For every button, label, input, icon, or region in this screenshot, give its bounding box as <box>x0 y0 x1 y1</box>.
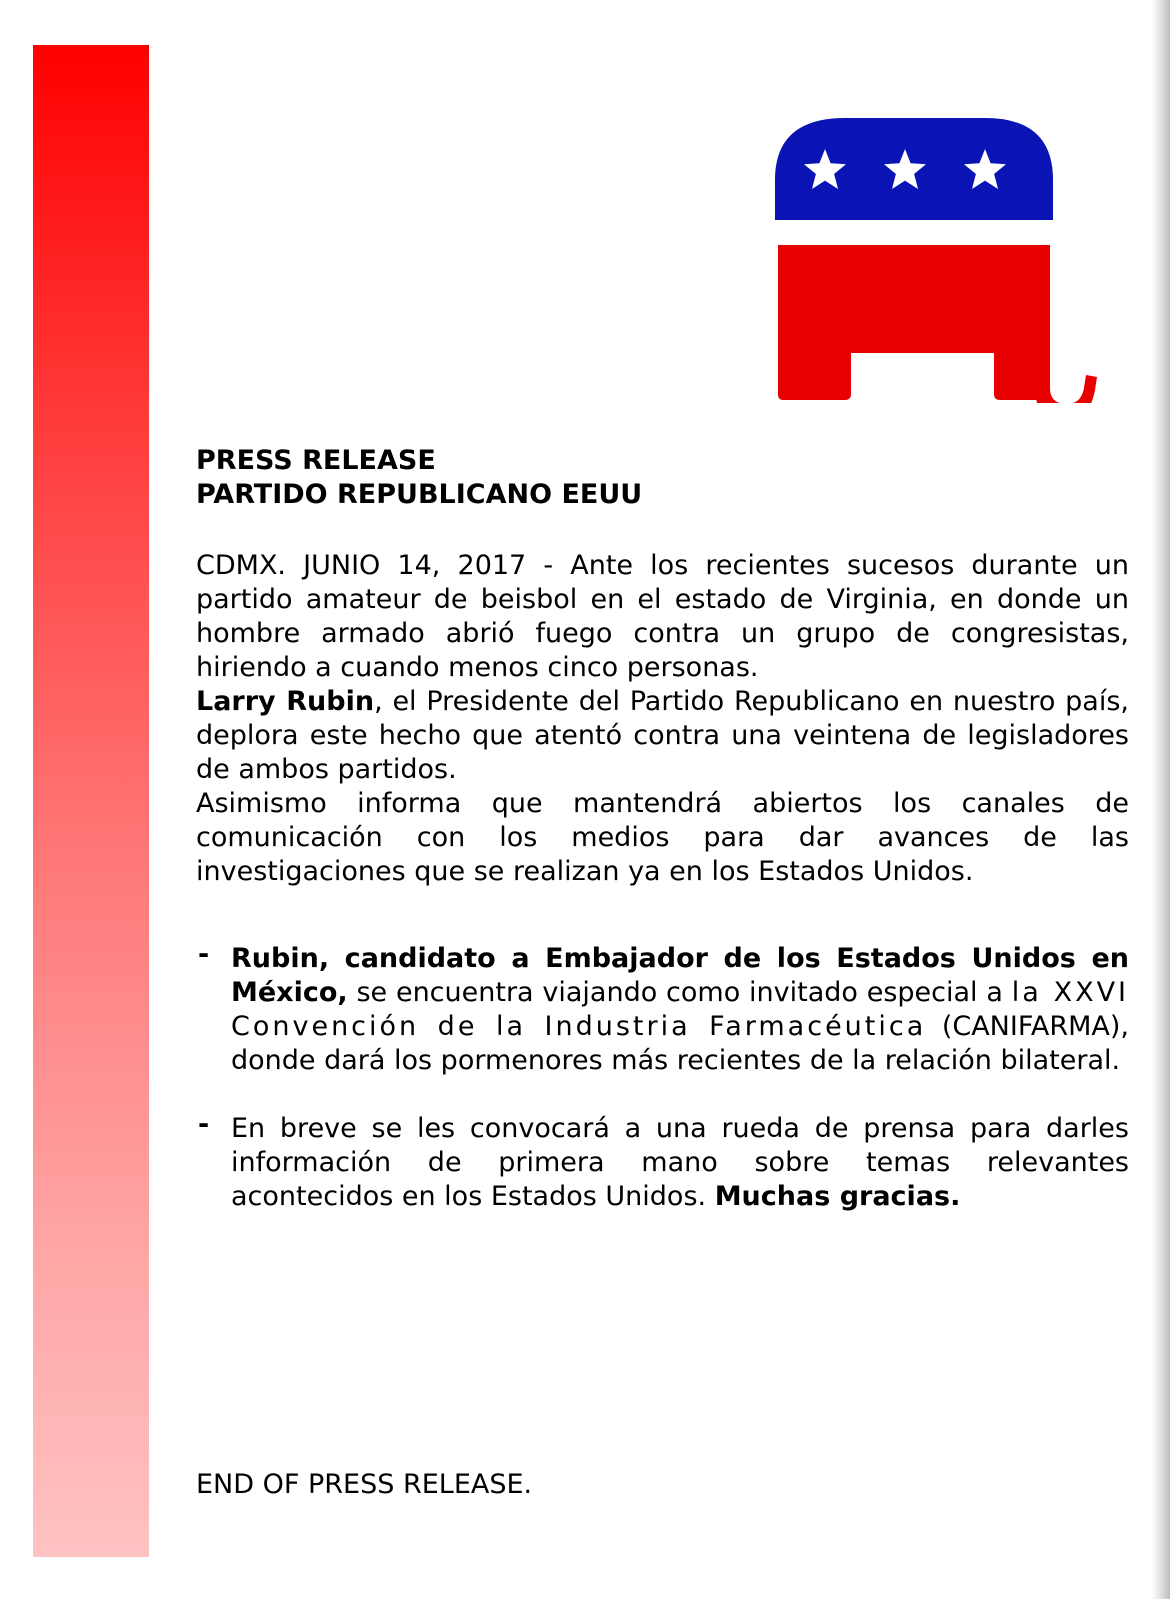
press-release-header <box>196 444 1126 512</box>
dash-bullet-icon: - <box>198 939 210 970</box>
page-edge-shadow <box>1152 0 1170 1599</box>
body-paragraph-2 <box>196 685 1129 787</box>
header-title: PRESS RELEASE <box>196 445 436 476</box>
list-item <box>196 939 1129 1078</box>
bullet-1-bold: Rubin, candidato a Embajador de los Estados Unidos en México, <box>231 943 1129 1008</box>
elephant-trunk <box>1035 310 1097 403</box>
bullet-1-text-a: se encuentra viajando como invitado especial a <box>347 977 1003 1008</box>
body-paragraph-2-text: , el Presidente del Partido Republicano en nuestro país, deplora este hecho que atentó contra una veintena de legisladores de ambos partidos. <box>196 686 1129 785</box>
bullet-2-text: En breve se les convocará a una rueda de prensa para darles información de primera mano sobre temas relevantes acontecidos en los Estados Unidos. <box>231 1113 1129 1212</box>
header-subtitle: PARTIDO REPUBLICANO EEUU <box>196 479 643 510</box>
bullet-1-text-spaced: la XXVI Convención de la Industria Farmacéutica <box>231 977 1129 1042</box>
body-paragraph-1: CDMX. JUNIO 14, 2017 - Ante los recientes sucesos durante un partido amateur de beisbol en el estado de Virginia, en donde un hombre armado abrió fuego contra un grupo de congresistas, hiriendo a cuando menos cinco personas. <box>196 550 1129 683</box>
dash-bullet-icon: - <box>198 1109 210 1140</box>
bullet-2-bold: Muchas gracias. <box>714 1181 961 1212</box>
list-item <box>196 1109 1129 1214</box>
elephant-red-body <box>778 245 1050 400</box>
end-of-release: END OF PRESS RELEASE. <box>196 1469 533 1500</box>
republican-elephant-icon <box>775 118 1105 403</box>
press-release-body <box>196 549 1129 889</box>
red-gradient-bar <box>33 45 149 1557</box>
bullet-list <box>196 939 1129 1214</box>
body-paragraph-3: Asimismo informa que mantendrá abiertos los canales de comunicación con los medios para dar avances de las investigaciones que se realizan ya en los Estados Unidos. <box>196 788 1129 887</box>
bullet-1-text-b: (CANIFARMA), donde dará los pormenores más recientes de la relación bilateral. <box>231 1011 1129 1076</box>
body-paragraph-2-bold: Larry Rubin <box>196 686 375 717</box>
